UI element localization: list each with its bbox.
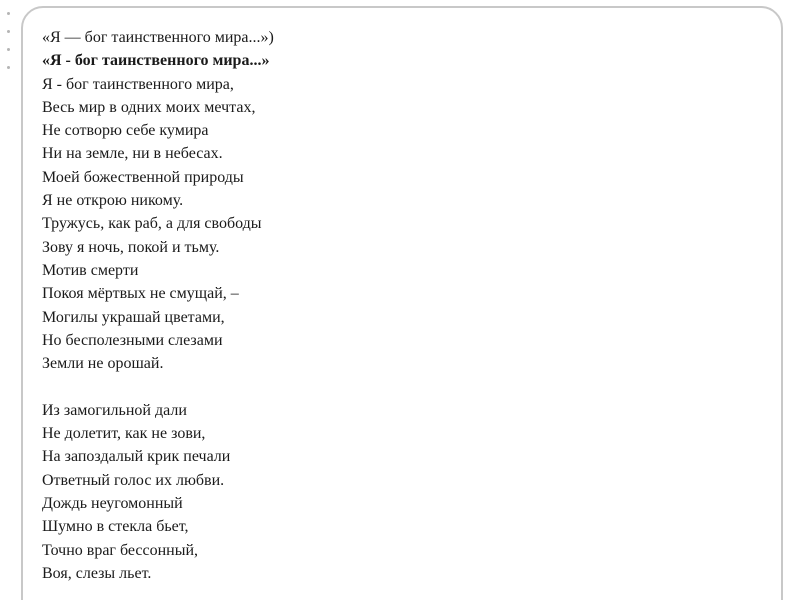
poem-line: Из замогильной дали bbox=[42, 401, 187, 419]
document-title: «Я — бог таинственного мира...») bbox=[42, 29, 274, 46]
poem-line: Но бесполезными слезами bbox=[42, 331, 223, 349]
poem-line: Точно враг бессонный, bbox=[42, 541, 199, 559]
poem-line: Могилы украшай цветами, bbox=[42, 308, 225, 326]
poem-line: На запоздалый крик печали bbox=[42, 448, 231, 466]
poem-line: Я - бог таинственного мира, bbox=[42, 75, 234, 93]
poem-line: Воя, слезы льет. bbox=[42, 564, 152, 582]
section-title: Мотив смерти bbox=[42, 261, 139, 279]
poem-line: Тружусь, как раб, а для свободы bbox=[42, 215, 262, 233]
poem-line: Ответный голос их любви. bbox=[42, 471, 225, 489]
poem-line: Весь мир в одних моих мечтах, bbox=[42, 98, 256, 116]
poem-line: Шумно в стекла бьет, bbox=[42, 518, 189, 536]
poem-line: Дождь неугомонный bbox=[42, 494, 183, 512]
stanza-break bbox=[42, 375, 762, 398]
poem-line: Земли не орошай. bbox=[42, 355, 164, 373]
margin-dot bbox=[7, 12, 10, 15]
poem-line: Моей божественной природы bbox=[42, 168, 244, 186]
poem-text bbox=[42, 26, 762, 585]
margin-dot bbox=[7, 48, 10, 51]
margin-dot bbox=[7, 66, 10, 69]
poem-line: Я не открою никому. bbox=[42, 192, 184, 210]
poem-heading: «Я - бог таинственного мира...» bbox=[42, 52, 270, 70]
margin-dot bbox=[7, 30, 10, 33]
poem-line: Зову я ночь, покой и тьму. bbox=[42, 238, 220, 256]
poem-line: Не долетит, как не зови, bbox=[42, 425, 206, 443]
poem-line: Покоя мёртвых не смущай, – bbox=[42, 285, 239, 303]
poem-line: Не сотворю себе кумира bbox=[42, 122, 209, 140]
poem-line: Ни на земле, ни в небесах. bbox=[42, 145, 223, 163]
